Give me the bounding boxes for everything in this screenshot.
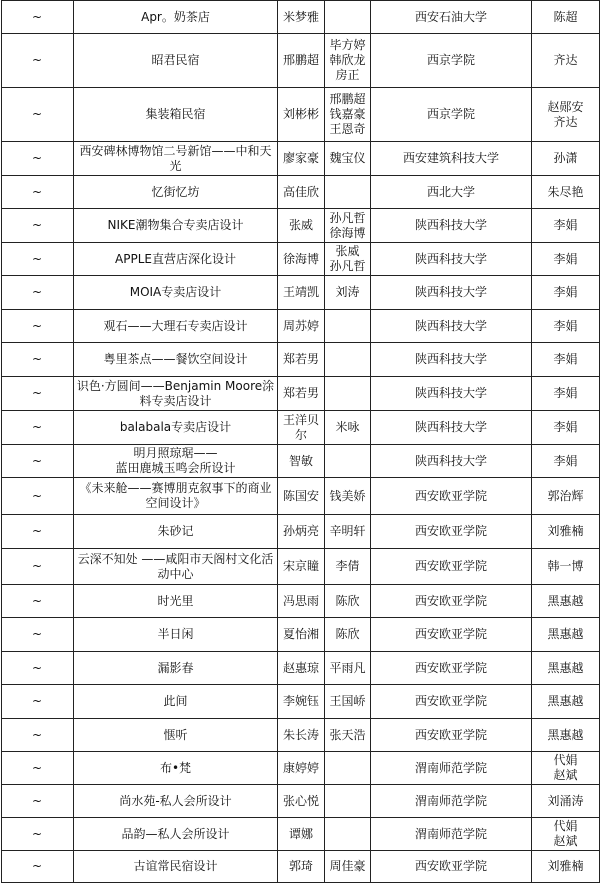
project-name-cell: 西安碑林博物馆二号新馆——中和天光 [74, 142, 278, 176]
level-cell: ~ [2, 585, 74, 618]
coauthors-cell: 邢鹏超 钱嘉豪 王恩奇 [325, 88, 371, 142]
table-row [2, 549, 600, 585]
school-cell: 陕西科技大学 [371, 209, 532, 243]
level-cell: ~ [2, 685, 74, 719]
project-name-cell: 时光里 [74, 585, 278, 618]
author-cell: 刘彬彬 [278, 88, 325, 142]
school-cell: 西安欧亚学院 [371, 618, 532, 652]
table-row [2, 618, 600, 652]
author-cell: 谭娜 [278, 818, 325, 851]
project-name-cell: 漏影春 [74, 652, 278, 685]
coauthors-cell: 米咏 [325, 411, 371, 445]
author-cell: 郑若男 [278, 377, 325, 411]
table-row [2, 209, 600, 243]
project-name-cell: 识色·方圆间——Benjamin Moore涂料专卖店设计 [74, 377, 278, 411]
project-name-cell: 粤里茶点——餐饮空间设计 [74, 343, 278, 377]
project-name-cell: APPLE直营店深化设计 [74, 243, 278, 276]
advisor-cell: 刘雅楠 [532, 851, 600, 883]
project-name-cell: 云深不知处 ——咸阳市天阁村文化活动中心 [74, 549, 278, 585]
level-cell: ~ [2, 652, 74, 685]
level-cell: ~ [2, 1, 74, 34]
table-row [2, 34, 600, 88]
advisor-cell: 黑惠越 [532, 585, 600, 618]
school-cell: 陕西科技大学 [371, 310, 532, 343]
project-name-cell: 朱砂记 [74, 515, 278, 549]
table-row [2, 310, 600, 343]
author-cell: 赵惠琼 [278, 652, 325, 685]
table-row [2, 685, 600, 719]
author-cell: 王洋贝尔 [278, 411, 325, 445]
school-cell: 西北大学 [371, 176, 532, 209]
author-cell: 邢鹏超 [278, 34, 325, 88]
author-cell: 冯思雨 [278, 585, 325, 618]
project-name-cell: Apr。奶茶店 [74, 1, 278, 34]
coauthors-cell [325, 1, 371, 34]
school-cell: 西安石油大学 [371, 1, 532, 34]
coauthors-cell: 王国峤 [325, 685, 371, 719]
level-cell: ~ [2, 243, 74, 276]
advisor-cell: 黑惠越 [532, 652, 600, 685]
author-cell: 张心悦 [278, 785, 325, 818]
school-cell: 陕西科技大学 [371, 445, 532, 478]
project-name-cell: 忆街忆坊 [74, 176, 278, 209]
school-cell: 西京学院 [371, 88, 532, 142]
author-cell: 周苏婷 [278, 310, 325, 343]
school-cell: 陕西科技大学 [371, 343, 532, 377]
table-row [2, 478, 600, 515]
author-cell: 朱长涛 [278, 719, 325, 752]
author-cell: 陈国安 [278, 478, 325, 515]
coauthors-cell: 刘涛 [325, 276, 371, 310]
school-cell: 渭南师范学院 [371, 785, 532, 818]
school-cell: 西安欧亚学院 [371, 685, 532, 719]
author-cell: 郑若男 [278, 343, 325, 377]
project-name-cell: 古谊常民宿设计 [74, 851, 278, 883]
table-row [2, 585, 600, 618]
advisor-cell: 李娟 [532, 445, 600, 478]
level-cell: ~ [2, 785, 74, 818]
level-cell: ~ [2, 618, 74, 652]
table-row [2, 142, 600, 176]
level-cell: ~ [2, 276, 74, 310]
school-cell: 渭南师范学院 [371, 818, 532, 851]
coauthors-cell [325, 785, 371, 818]
advisor-cell: 黑惠越 [532, 618, 600, 652]
level-cell: ~ [2, 515, 74, 549]
author-cell: 宋京瞳 [278, 549, 325, 585]
author-cell: 夏怡湘 [278, 618, 325, 652]
author-cell: 孙炳亮 [278, 515, 325, 549]
level-cell: ~ [2, 88, 74, 142]
school-cell: 西京学院 [371, 34, 532, 88]
author-cell: 郭琦 [278, 851, 325, 883]
coauthors-cell [325, 818, 371, 851]
school-cell: 西安建筑科技大学 [371, 142, 532, 176]
advisor-cell: 李娟 [532, 243, 600, 276]
coauthors-cell: 平雨凡 [325, 652, 371, 685]
project-name-cell: balabala专卖店设计 [74, 411, 278, 445]
project-name-cell: MOIA专卖店设计 [74, 276, 278, 310]
coauthors-cell [325, 445, 371, 478]
author-cell: 徐海博 [278, 243, 325, 276]
advisor-cell: 陈超 [532, 1, 600, 34]
school-cell: 西安欧亚学院 [371, 851, 532, 883]
school-cell: 陕西科技大学 [371, 377, 532, 411]
level-cell: ~ [2, 209, 74, 243]
advisor-cell: 李娟 [532, 411, 600, 445]
coauthors-cell: 辛明轩 [325, 515, 371, 549]
advisor-cell: 刘涌涛 [532, 785, 600, 818]
table-row [2, 652, 600, 685]
school-cell: 西安欧亚学院 [371, 719, 532, 752]
advisor-cell: 黑惠越 [532, 719, 600, 752]
advisor-cell: 黑惠越 [532, 685, 600, 719]
advisor-cell: 孙潇 [532, 142, 600, 176]
coauthors-cell: 张威 孙凡哲 [325, 243, 371, 276]
author-cell: 米梦雅 [278, 1, 325, 34]
coauthors-cell: 张天浩 [325, 719, 371, 752]
project-name-cell: 尚水苑-私人会所设计 [74, 785, 278, 818]
project-name-cell: 明月照琼琚—— 蓝田鹿城玉鸣会所设计 [74, 445, 278, 478]
table-row [2, 445, 600, 478]
table-row [2, 818, 600, 851]
level-cell: ~ [2, 752, 74, 785]
project-name-cell: 集装箱民宿 [74, 88, 278, 142]
coauthors-cell: 陈欣 [325, 585, 371, 618]
table-row [2, 515, 600, 549]
table-row [2, 785, 600, 818]
project-name-cell: 惬听 [74, 719, 278, 752]
table-row [2, 752, 600, 785]
advisor-cell: 代娟 赵斌 [532, 752, 600, 785]
level-cell: ~ [2, 142, 74, 176]
school-cell: 西安欧亚学院 [371, 585, 532, 618]
coauthors-cell: 周佳豪 [325, 851, 371, 883]
coauthors-cell: 魏宝仪 [325, 142, 371, 176]
level-cell: ~ [2, 719, 74, 752]
school-cell: 陕西科技大学 [371, 243, 532, 276]
school-cell: 西安欧亚学院 [371, 652, 532, 685]
author-cell: 高佳欣 [278, 176, 325, 209]
advisor-cell: 赵郧安 齐达 [532, 88, 600, 142]
school-cell: 西安欧亚学院 [371, 549, 532, 585]
table-row [2, 176, 600, 209]
table-row [2, 1, 600, 34]
school-cell: 西安欧亚学院 [371, 515, 532, 549]
advisor-cell: 代娟 赵斌 [532, 818, 600, 851]
level-cell: ~ [2, 478, 74, 515]
advisor-cell: 李娟 [532, 276, 600, 310]
table-row [2, 343, 600, 377]
level-cell: ~ [2, 34, 74, 88]
level-cell: ~ [2, 818, 74, 851]
author-cell: 王靖凯 [278, 276, 325, 310]
advisor-cell: 李娟 [532, 377, 600, 411]
project-name-cell: 此间 [74, 685, 278, 719]
advisor-cell: 李娟 [532, 209, 600, 243]
school-cell: 陕西科技大学 [371, 276, 532, 310]
advisor-cell: 李娟 [532, 343, 600, 377]
coauthors-cell: 钱美娇 [325, 478, 371, 515]
coauthors-cell: 毕方婷 韩欣龙 房正 [325, 34, 371, 88]
coauthors-cell [325, 343, 371, 377]
author-cell: 张威 [278, 209, 325, 243]
level-cell: ~ [2, 549, 74, 585]
school-cell: 陕西科技大学 [371, 411, 532, 445]
coauthors-cell [325, 377, 371, 411]
project-name-cell: 昭君民宿 [74, 34, 278, 88]
school-cell: 渭南师范学院 [371, 752, 532, 785]
coauthors-cell: 李倩 [325, 549, 371, 585]
project-name-cell: 《未来舱——赛博朋克叙事下的商业空间设计》 [74, 478, 278, 515]
level-cell: ~ [2, 445, 74, 478]
project-name-cell: 布•梵 [74, 752, 278, 785]
table-row [2, 851, 600, 883]
table-row [2, 276, 600, 310]
table-body [2, 1, 600, 883]
project-name-cell: 品韵—私人会所设计 [74, 818, 278, 851]
table-row [2, 719, 600, 752]
advisor-cell: 韩一博 [532, 549, 600, 585]
author-cell: 智敏 [278, 445, 325, 478]
coauthors-cell [325, 310, 371, 343]
table-row [2, 377, 600, 411]
project-name-cell: 观石——大理石专卖店设计 [74, 310, 278, 343]
project-name-cell: NIKE潮物集合专卖店设计 [74, 209, 278, 243]
table-row [2, 411, 600, 445]
level-cell: ~ [2, 310, 74, 343]
level-cell: ~ [2, 176, 74, 209]
project-name-cell: 半日闲 [74, 618, 278, 652]
author-cell: 李婉钰 [278, 685, 325, 719]
advisor-cell: 李娟 [532, 310, 600, 343]
author-cell: 廖家豪 [278, 142, 325, 176]
table-row [2, 88, 600, 142]
advisor-cell: 刘雅楠 [532, 515, 600, 549]
advisor-cell: 齐达 [532, 34, 600, 88]
level-cell: ~ [2, 411, 74, 445]
table-row [2, 243, 600, 276]
author-cell: 康婷婷 [278, 752, 325, 785]
advisor-cell: 郭治辉 [532, 478, 600, 515]
advisor-cell: 朱尽艳 [532, 176, 600, 209]
level-cell: ~ [2, 851, 74, 883]
award-table [1, 0, 600, 883]
coauthors-cell [325, 176, 371, 209]
level-cell: ~ [2, 343, 74, 377]
coauthors-cell: 孙凡哲 徐海博 [325, 209, 371, 243]
coauthors-cell: 陈欣 [325, 618, 371, 652]
level-cell: ~ [2, 377, 74, 411]
coauthors-cell [325, 752, 371, 785]
school-cell: 西安欧亚学院 [371, 478, 532, 515]
